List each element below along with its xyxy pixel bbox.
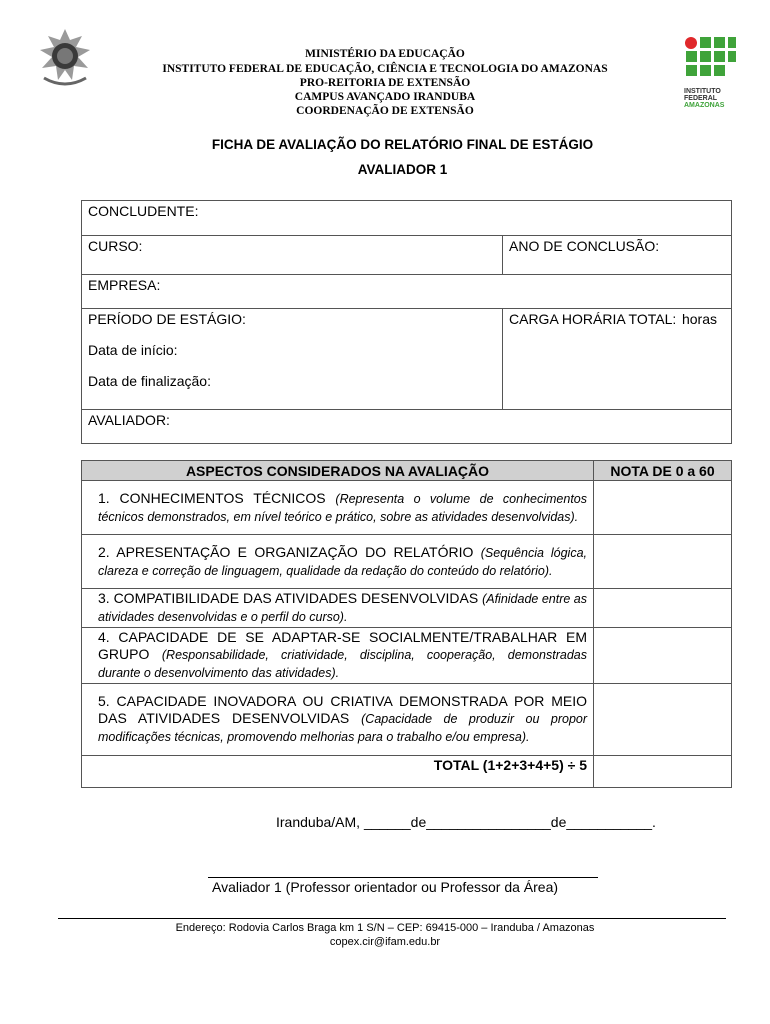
header-campus: CAMPUS AVANÇADO IRANDUBA (294, 91, 476, 103)
criterion-row: 4. CAPACIDADE DE SE ADAPTAR-SE SOCIALMENTE/TRABALHAR EM GRUPO (Responsabilidade, criatividade, disciplina, cooperação, demonstradas durante o desenvolvimento das atividades). (82, 628, 594, 684)
curso-field[interactable]: CURSO: (82, 236, 503, 275)
footer-divider (58, 918, 726, 919)
score-cell[interactable] (594, 481, 732, 535)
criterion-row: 1. CONHECIMENTOS TÉCNICOS (Representa o volume de conhecimentos técnicos demonstrados, em nível teórico e prático, sobre as atividades desenvolvidas). (82, 481, 594, 535)
score-cell[interactable] (594, 535, 732, 589)
footer-address: Endereço: Rodovia Carlos Braga km 1 S/N – CEP: 69415-000 – Iranduba / Amazonas (175, 922, 595, 934)
total-score-cell[interactable] (594, 756, 732, 788)
data-inicio-label: Data de início: (88, 342, 178, 358)
score-cell[interactable] (594, 589, 732, 628)
horas-label: horas (681, 311, 717, 327)
signature-label: Avaliador 1 (Professor orientador ou Professor da Área) (212, 879, 559, 895)
avaliador-field[interactable]: AVALIADOR: (82, 410, 732, 444)
if-logo-text: INSTITUTO FEDERAL AMAZONAS (684, 88, 725, 109)
info-table (81, 200, 732, 444)
data-finalizacao-label: Data de finalização: (88, 373, 211, 389)
nota-header: NOTA DE 0 a 60 (594, 461, 732, 481)
criterion-row: 3. COMPATIBILIDADE DAS ATIVIDADES DESENVOLVIDAS (Afinidade entre as atividades desenvolvidas e o perfil do curso). (82, 589, 594, 628)
ano-conclusao-field[interactable]: ANO DE CONCLUSÃO: (503, 236, 732, 275)
signature-line (208, 877, 598, 878)
criterion-row: 2. APRESENTAÇÃO E ORGANIZAÇÃO DO RELATÓRIO (Sequência lógica, clareza e correção de linguagem, qualidade da redação do conteúdo do relatório). (82, 535, 594, 589)
total-label: TOTAL (1+2+3+4+5) ÷ 5 (82, 756, 594, 788)
carga-horaria-field[interactable]: CARGA HORÁRIA TOTAL: horas (503, 309, 732, 410)
header-prorectory: PRO-REITORIA DE EXTENSÃO (299, 77, 471, 89)
score-cell[interactable] (594, 628, 732, 684)
header-institute: INSTITUTO FEDERAL DE EDUCAÇÃO, CIÊNCIA E TECNOLOGIA DO AMAZONAS (162, 63, 608, 75)
footer-email: copex.cir@ifam.edu.br (329, 936, 441, 948)
concludente-field[interactable]: CONCLUDENTE: (82, 201, 732, 236)
header-ministry: MINISTÉRIO DA EDUCAÇÃO (305, 48, 465, 60)
empresa-field[interactable]: EMPRESA: (82, 275, 732, 309)
page-title: FICHA DE AVALIAÇÃO DO RELATÓRIO FINAL DE ESTÁGIO (211, 137, 594, 152)
periodo-field[interactable]: PERÍODO DE ESTÁGIO: Data de início: Data de finalização: (82, 309, 503, 410)
header-coordination: COORDENAÇÃO DE EXTENSÃO (296, 105, 474, 117)
evaluation-table (81, 460, 732, 788)
aspectos-header: ASPECTOS CONSIDERADOS NA AVALIAÇÃO (82, 461, 594, 481)
page-subtitle: AVALIADOR 1 (357, 162, 448, 177)
criterion-row: 5. CAPACIDADE INOVADORA OU CRIATIVA DEMONSTRADA POR MEIO DAS ATIVIDADES DESENVOLVIDAS (Capacidade de produzir ou propor modificações técnicas, promovendo melhorias para o trabalho e/ou empresa). (82, 684, 594, 756)
score-cell[interactable] (594, 684, 732, 756)
date-line[interactable]: Iranduba/AM, ______de________________de___________. (276, 814, 656, 830)
